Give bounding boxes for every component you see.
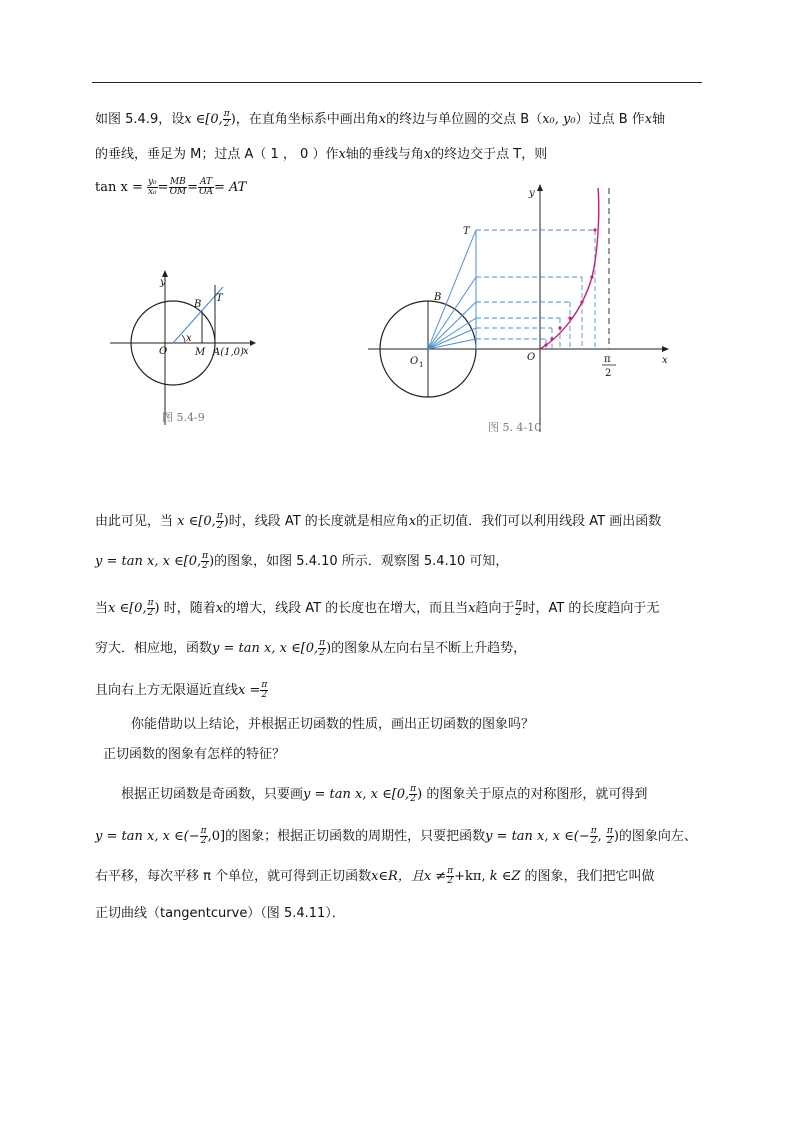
- label-x: x: [243, 346, 249, 357]
- label-y: y: [529, 188, 535, 199]
- math-x: x: [408, 514, 417, 529]
- label-o: O: [159, 346, 168, 357]
- label-t: T: [216, 293, 223, 304]
- text-span: 的图象向左、: [618, 829, 697, 844]
- label-t: T: [463, 226, 470, 237]
- text-line-p6: [95, 681, 268, 700]
- text-span: 的正切值．我们可以利用线段 AT 画出函数: [416, 514, 662, 529]
- fraction-pi-over-2: $\frac{\pi}{2}$: [202, 551, 209, 571]
- math-y-tan: y = tan x,: [212, 641, 276, 656]
- tangent-curve: [540, 188, 599, 349]
- text-line-p3: [95, 552, 508, 571]
- horizontal-projections: [476, 230, 595, 339]
- text-span: 的增大，线段 AT 的长度也在增大，而且当: [223, 601, 469, 616]
- text-span: 的图象，如图 5.4.10 所示．观察图 5.4.10 可知，: [214, 554, 509, 569]
- figure-5-4-9: [110, 265, 260, 435]
- text-span: 你能借助以上结论，并根据正切函数的性质，画出正切函数的图象吗？: [131, 717, 535, 732]
- label-two: 2: [605, 368, 612, 379]
- math-x-real: x∈R，且: [371, 869, 424, 884]
- math-paren: ): [223, 514, 229, 529]
- math-k-int: k ∈Z: [489, 869, 521, 884]
- math-tan: tan x =: [95, 180, 147, 195]
- fraction-pi-over-2: $\frac{\pi}{2}$: [216, 511, 223, 531]
- math-paren: ): [209, 554, 215, 569]
- math-y-tan: y = tan x,: [95, 554, 159, 569]
- math-interval: x ∈[0,: [370, 787, 410, 802]
- figure-caption: 图 5.4-9: [162, 411, 205, 424]
- label-m: M: [195, 347, 206, 358]
- y-axis-arrow: [537, 184, 543, 191]
- math-interval: x ∈[0,: [177, 514, 216, 529]
- fraction-pi-over-2: $\frac{\pi}{2}$: [223, 109, 230, 129]
- math-x-neq: x ≠: [423, 869, 447, 884]
- text-span: 的终边与单位圆的交点 B（: [386, 112, 543, 127]
- text-span: 时，AT 的长度趋向于无: [522, 601, 660, 616]
- math-eq: =: [157, 180, 169, 195]
- fraction-pi-over-2: $\frac{\pi}{2}$: [200, 826, 207, 846]
- label-o1: O: [410, 356, 419, 367]
- math-x: x: [423, 147, 432, 162]
- fraction-at-oa: $\frac{AT}{OA}$: [199, 177, 213, 197]
- math-x: x: [468, 601, 476, 616]
- text-line-p12: [95, 905, 345, 923]
- fraction-pi-over-2: $\frac{\pi}{2}$: [261, 680, 268, 700]
- math-interval: x ∈[0,: [279, 641, 319, 656]
- text-span: 的终边交于点 T，则: [431, 147, 548, 162]
- fraction-pi-over-2: $\frac{\pi}{2}$: [319, 638, 326, 658]
- math-interval-open: x ∈(−: [552, 829, 590, 844]
- math-coords: x₀, y₀: [542, 112, 576, 127]
- text-span: 时，随着: [163, 601, 216, 616]
- x-axis-arrow: [662, 346, 669, 352]
- math-y-tan: y = tan x,: [303, 787, 367, 802]
- label-x: x: [662, 355, 668, 366]
- fraction-y0-x0: $\frac{\text{y₀}}{\text{x₀}}$: [147, 177, 157, 197]
- fraction-pi-over-2: $\frac{\pi}{2}$: [590, 826, 597, 846]
- text-span: ）过点 B 作: [575, 112, 645, 127]
- tan-formula: [95, 178, 246, 197]
- math-interval-neg: x ∈(−: [162, 829, 200, 844]
- text-line-1: [95, 110, 665, 129]
- math-paren: ): [154, 601, 160, 616]
- label-b: B: [194, 299, 202, 310]
- text-line-2: [95, 146, 547, 164]
- text-line-p2: [95, 512, 661, 531]
- math-x: x: [378, 112, 387, 127]
- label-pi: π: [604, 354, 611, 365]
- fraction-pi-over-2: $\frac{\pi}{2}$: [447, 866, 454, 886]
- fraction-pi-over-2: $\frac{\pi}{2}$: [410, 784, 417, 804]
- math-interval: x ∈[0,: [184, 112, 223, 127]
- text-span: 且向右上方无限逼近直线: [95, 683, 239, 698]
- text-span: 当: [95, 601, 109, 616]
- text-line-p8: [103, 746, 285, 764]
- label-o: O: [527, 352, 536, 363]
- figure-caption: 图 5. 4-10: [488, 421, 542, 434]
- text-span: 的垂线，垂足为 M；过点 A（ 1 ， 0 ）作: [95, 147, 339, 162]
- header-rule: [92, 82, 702, 83]
- text-span: 如图 5.4.9，设: [95, 112, 185, 127]
- text-span: 正切曲线（tangentcurve）（图 5.4.11）．: [95, 906, 345, 921]
- math-x: x: [644, 112, 653, 127]
- text-span: 的图象关于原点的对称图形，就可得到: [426, 787, 648, 802]
- math-paren: ): [326, 641, 332, 656]
- label-y: y: [160, 277, 166, 288]
- fraction-mb-om: $\frac{MB}{OM}$: [169, 177, 187, 197]
- label-b: B: [434, 292, 442, 303]
- y-axis-arrow: [162, 270, 168, 277]
- fraction-pi-over-2: $\frac{\pi}{2}$: [515, 598, 522, 618]
- text-span: 由此可见，当: [95, 514, 174, 529]
- math-paren: ): [417, 787, 423, 802]
- text-line-p7: [131, 716, 534, 734]
- math-eq-at: = AT: [213, 180, 247, 195]
- math-eq: =: [187, 180, 199, 195]
- label-angle-x: x: [186, 333, 192, 344]
- math-interval: x ∈[0,: [162, 554, 202, 569]
- math-y-tan: y = tan x,: [485, 829, 549, 844]
- angle-arc: [182, 335, 185, 343]
- text-span: 根据正切函数是奇函数，只要画: [121, 787, 304, 802]
- math-comma-zero: ,0]: [207, 829, 226, 844]
- math-k-pi: +kπ,: [454, 869, 486, 884]
- ray: [428, 302, 476, 349]
- figure-5-4-10: [360, 182, 680, 442]
- text-span: ，在直角坐标系中画出角: [235, 112, 379, 127]
- text-line-p9: [121, 785, 647, 804]
- math-x: x: [338, 147, 346, 162]
- text-line-p11: [95, 867, 655, 886]
- math-x-eq: x =: [238, 683, 261, 698]
- text-line-p5: [95, 639, 526, 658]
- math-interval: x ∈[0,: [108, 601, 147, 616]
- text-span: 穷大．相应地，函数: [95, 641, 213, 656]
- math-y-tan: y = tan x,: [95, 829, 159, 844]
- text-span: 右平移，每次平移 π 个单位，就可得到正切函数: [95, 869, 372, 884]
- math-x: x: [215, 601, 224, 616]
- text-span: 轴: [652, 112, 666, 127]
- text-line-p4: [95, 599, 659, 618]
- label-o1-subscript: 1: [419, 361, 424, 369]
- x-axis-arrow: [250, 340, 256, 346]
- text-span: 时，线段 AT 的长度就是相应角: [228, 514, 409, 529]
- text-span: 的图象，我们把它叫做: [524, 869, 655, 884]
- fraction-pi-over-2: $\frac{\pi}{2}$: [147, 598, 154, 618]
- fraction-pi-over-2: $\frac{\pi}{2}$: [606, 826, 613, 846]
- text-span: 的图象；根据正切函数的周期性，只要把函数: [225, 829, 486, 844]
- math-paren: ): [230, 112, 236, 127]
- text-span: 轴的垂线与角: [345, 147, 424, 162]
- label-a: A(1,0): [213, 347, 244, 358]
- text-span: 趋向于: [475, 601, 515, 616]
- text-span: 的图象从左向右呈不断上升趋势，: [331, 641, 527, 656]
- math-paren: ): [613, 829, 619, 844]
- text-line-p10: y = tan x, x ∈(− $\frac{\pi}{2}$ ,0]的图象；根据正切函数的周期性，只要把函数y = tan x, x ∈(− $\frac{\pi}{2}$ , $\frac{\pi}{2}$ )的图象向左、: [95, 826, 697, 846]
- text-span: 正切函数的图象有怎样的特征？: [103, 747, 286, 762]
